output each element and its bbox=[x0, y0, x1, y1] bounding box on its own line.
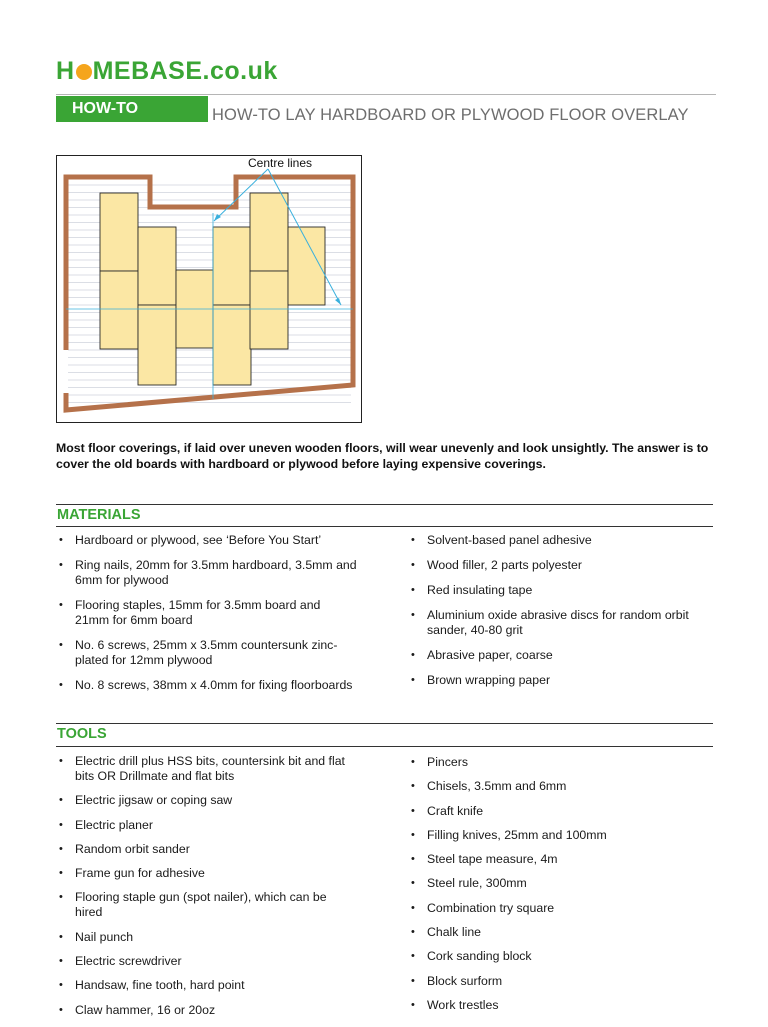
logo-sun-icon bbox=[76, 64, 92, 80]
list-item: • Electric jigsaw or coping saw bbox=[57, 793, 357, 808]
centre-lines-label: Centre lines bbox=[248, 156, 313, 170]
tools-list-right bbox=[409, 755, 714, 1022]
materials-rule-bottom bbox=[56, 526, 713, 527]
list-item: • Chisels, 3.5mm and 6mm bbox=[409, 779, 714, 794]
list-item: • No. 6 screws, 25mm x 3.5mm countersunk zinc-plated for 12mm plywood bbox=[57, 638, 357, 668]
list-item: • Solvent-based panel adhesive bbox=[409, 533, 714, 548]
materials-list-right bbox=[409, 533, 714, 698]
list-item: • Electric screwdriver bbox=[57, 954, 357, 969]
tools-rule-top bbox=[56, 723, 713, 724]
list-item: • Filling knives, 25mm and 100mm bbox=[409, 828, 714, 843]
list-item: • Aluminium oxide abrasive discs for random orbit sander, 40-80 grit bbox=[409, 608, 714, 638]
list-item: • Craft knife bbox=[409, 804, 714, 819]
list-item: • Electric planer bbox=[57, 818, 357, 833]
floor-overlay-diagram bbox=[56, 155, 362, 423]
board-panel bbox=[138, 305, 176, 385]
homebase-logo[interactable] bbox=[56, 56, 278, 86]
list-item: • Brown wrapping paper bbox=[409, 673, 714, 688]
board-panel bbox=[138, 227, 176, 305]
board-panel bbox=[250, 271, 288, 349]
board-panel bbox=[100, 193, 138, 271]
tools-heading: TOOLS bbox=[57, 726, 107, 742]
list-item: • Work trestles bbox=[409, 998, 714, 1013]
tools-rule-bottom bbox=[56, 746, 713, 747]
list-item: • Steel rule, 300mm bbox=[409, 876, 714, 891]
list-item: • Block surform bbox=[409, 974, 714, 989]
logo-tld: .co.uk bbox=[202, 56, 278, 85]
list-item: • Claw hammer, 16 or 20oz bbox=[57, 1003, 357, 1018]
list-item: • Combination try square bbox=[409, 901, 714, 916]
list-item: • Hardboard or plywood, see ‘Before You Start’ bbox=[57, 533, 357, 548]
board-panel bbox=[213, 227, 251, 305]
list-item: • Red insulating tape bbox=[409, 583, 714, 598]
list-item: • Nail punch bbox=[57, 930, 357, 945]
list-item: • No. 8 screws, 38mm x 4.0mm for fixing floorboards bbox=[57, 678, 357, 693]
list-item: • Flooring staples, 15mm for 3.5mm board and 21mm for 6mm board bbox=[57, 598, 357, 628]
page-title: HOW-TO LAY HARDBOARD OR PLYWOOD FLOOR OVERLAY bbox=[212, 106, 689, 124]
header-divider bbox=[56, 94, 716, 95]
list-item: • Electric drill plus HSS bits, countersink bit and flat bits OR Drillmate and flat bits bbox=[57, 754, 357, 784]
board-panel bbox=[288, 227, 325, 305]
materials-heading: MATERIALS bbox=[57, 507, 141, 523]
list-item: • Abrasive paper, coarse bbox=[409, 648, 714, 663]
list-item: • Pincers bbox=[409, 755, 714, 770]
tools-list-left bbox=[57, 754, 357, 1027]
list-item: • Frame gun for adhesive bbox=[57, 866, 357, 881]
logo-text-start: H bbox=[56, 56, 75, 85]
list-item: • Handsaw, fine tooth, hard point bbox=[57, 978, 357, 993]
list-item: • Steel tape measure, 4m bbox=[409, 852, 714, 867]
list-item: • Ring nails, 20mm for 3.5mm hardboard, 3.5mm and 6mm for plywood bbox=[57, 558, 357, 588]
materials-list-left bbox=[57, 533, 357, 703]
list-item: • Cork sanding block bbox=[409, 949, 714, 964]
list-item: • Wood filler, 2 parts polyester bbox=[409, 558, 714, 573]
board-panel bbox=[250, 193, 288, 271]
materials-rule-top bbox=[56, 504, 713, 505]
list-item: • Random orbit sander bbox=[57, 842, 357, 857]
how-to-badge: HOW-TO bbox=[56, 96, 208, 122]
board-panel bbox=[100, 271, 138, 349]
list-item: • Flooring staple gun (spot nailer), which can be hired bbox=[57, 890, 357, 920]
board-panel bbox=[213, 305, 251, 385]
logo-text-end: MEBASE bbox=[92, 56, 203, 85]
list-item: • Chalk line bbox=[409, 925, 714, 940]
intro-paragraph: Most floor coverings, if laid over uneven wooden floors, will wear unevenly and look unsightly. The answer is to cover the old boards with hardboard or plywood before laying expensive coverings. bbox=[56, 441, 709, 471]
